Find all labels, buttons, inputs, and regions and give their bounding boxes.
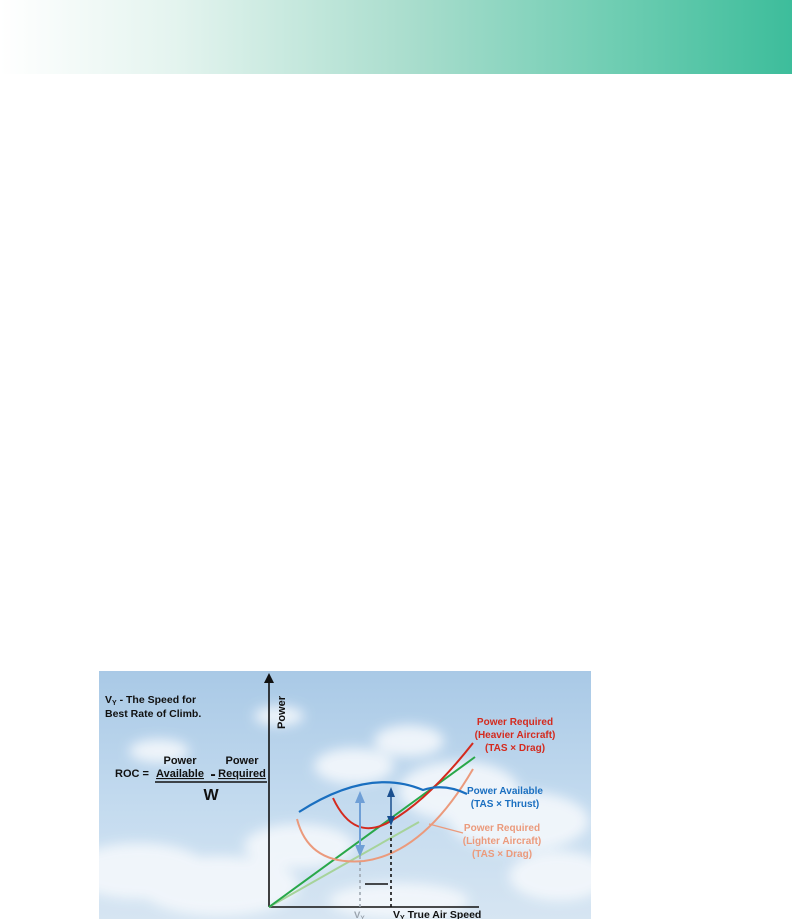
vy-light-label: $V_Y$ (354, 910, 365, 919)
svg-text:(TAS × Drag): (TAS × Drag) (471, 849, 533, 860)
svg-text:Power Required: Power Required (463, 823, 541, 834)
formula-term1-top: Power (163, 755, 197, 767)
svg-text:(TAS × Thrust): (TAS × Thrust) (470, 799, 540, 810)
svg-text:(Lighter Aircraft): (Lighter Aircraft) (462, 836, 542, 847)
formula-term2-bottom: Required (218, 768, 266, 780)
vy-climb-diagram (99, 671, 591, 919)
label-power-required-heavy (475, 717, 556, 754)
svg-text:Power Required: Power Required (476, 717, 554, 728)
svg-text:(TAS × Drag): (TAS × Drag) (484, 743, 546, 754)
figure-title-line2: Best Rate of Climb. (105, 708, 202, 720)
label-power-required-light (463, 823, 542, 860)
x-axis-label: VY True Air Speed (393, 909, 482, 919)
formula-lhs: ROC = (115, 768, 149, 780)
formula-term1-bottom: Available (156, 768, 204, 780)
formula-denominator: W (203, 787, 219, 804)
figure-title-line1: VY - The Speed for (105, 694, 197, 707)
top-banner (0, 0, 792, 74)
formula-term2-top: Power (225, 755, 259, 767)
formula-minus: - (210, 766, 216, 783)
diagram-svg (99, 671, 591, 919)
svg-text:(Heavier Aircraft): (Heavier Aircraft) (474, 730, 556, 741)
svg-text:Power Available: Power Available (467, 786, 543, 797)
y-axis-label: Power (276, 695, 288, 729)
